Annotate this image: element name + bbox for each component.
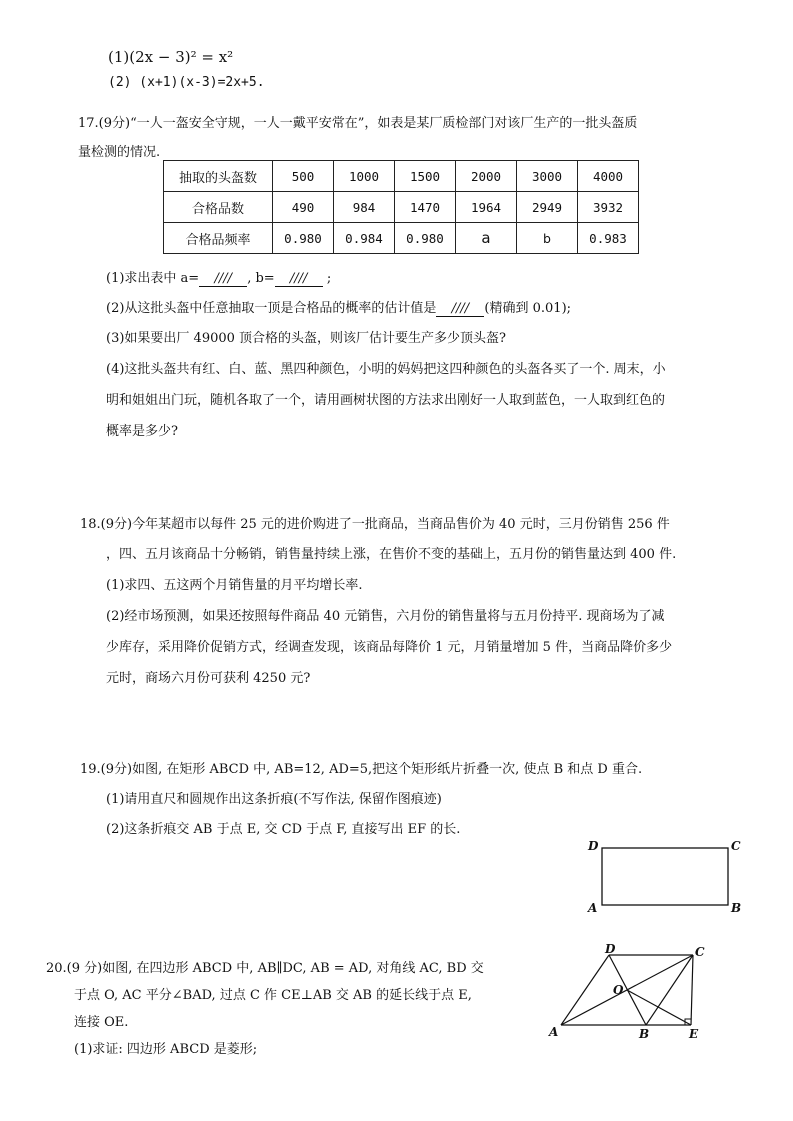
q17-part2-prefix: (2)从这批头盔中任意抽取一顶是合格品的概率的估计值是	[106, 301, 437, 316]
q17-part1	[106, 267, 331, 287]
table-cell: 0.980	[273, 223, 334, 254]
label-b: B	[731, 901, 742, 915]
equation-2: (2) (x+1)(x-3)=2x+5.	[108, 75, 265, 90]
label-o: O	[613, 983, 624, 997]
table-cell: 490	[273, 192, 334, 223]
table-cell: 1470	[395, 192, 456, 223]
q18-part1: (1)求四、五这两个月销售量的月平均增长率.	[106, 578, 363, 593]
label-a: A	[588, 901, 598, 915]
helmet-quality-table	[163, 160, 639, 254]
table-cell: 3932	[578, 192, 639, 223]
segment-cb	[646, 955, 693, 1025]
answer-blank-a[interactable]: ////	[199, 271, 247, 287]
table-cell: 500	[273, 161, 334, 192]
q19-stem: 19.(9分)如图, 在矩形 ABCD 中, AB=12, AD=5,把这个矩形纸片折叠一次, 使点 B 和点 D 重合.	[80, 762, 643, 777]
q19-part2: (2)这条折痕交 AB 于点 E, 交 CD 于点 F, 直接写出 EF 的长.	[106, 822, 461, 837]
table-cell: 2000	[456, 161, 517, 192]
row-header-sampled: 抽取的头盔数	[164, 161, 273, 192]
q19-part1: (1)请用直尺和圆规作出这条折痕(不写作法, 保留作图痕迹)	[106, 792, 442, 807]
q17-part3: (3)如果要出厂 49000 顶合格的头盔，则该厂估计要生产多少顶头盔?	[106, 331, 507, 346]
table-cell: 3000	[517, 161, 578, 192]
label-c: C	[731, 839, 741, 853]
table-cell: 0.980	[395, 223, 456, 254]
q18-part2-line1: (2)经市场预测，如果还按照每件商品 40 元销售，六月份的销售量将与五月份持平. 现商场为了减	[106, 609, 665, 624]
q18-part2-line2: 少库存，采用降价促销方式，经调查发现，该商品每降价 1 元，月销量增加 5 件，当商品降价多少	[106, 640, 673, 655]
q18-part2-line3: 元时，商场六月份可获利 4250 元?	[106, 671, 311, 686]
q20-stem-line3: 连接 OE.	[74, 1015, 129, 1030]
answer-blank-probability[interactable]: ////	[436, 301, 484, 317]
table-cell: 0.983	[578, 223, 639, 254]
equation-1: (1)(2x − 3)² = x²	[108, 48, 234, 66]
table-row	[164, 192, 639, 223]
q17-part1-mid: , b=	[247, 271, 275, 286]
table-row	[164, 161, 639, 192]
table-cell: 2949	[517, 192, 578, 223]
rectangle-abcd	[602, 848, 728, 905]
q17-part4-line3: 概率是多少?	[106, 424, 178, 439]
table-cell: 0.984	[334, 223, 395, 254]
table-cell: 984	[334, 192, 395, 223]
table-cell: 1964	[456, 192, 517, 223]
q18-stem-line2: ，四、五月该商品十分畅销，销售量持续上涨，在售价不变的基础上，五月份的销售量达到 400 件.	[106, 547, 677, 562]
q20-stem-line2: 于点 O, AC 平分∠BAD, 过点 C 作 CE⊥AB 交 AB 的延长线于点 E,	[74, 988, 472, 1003]
label-c: C	[695, 945, 705, 959]
label-d: D	[588, 839, 599, 853]
row-header-qualified: 合格品数	[164, 192, 273, 223]
q17-part2-suffix: (精确到 0.01);	[484, 301, 572, 316]
rhombus-abcd-figure	[545, 944, 715, 1044]
q17-stem-line1: 17.(9分)“一人一盔安全守规，一人一戴平安常在”，如表是某厂质检部门对该厂生产的一批头盔质	[78, 116, 638, 131]
segment-ce	[691, 955, 693, 1025]
table-cell-b: b	[517, 223, 578, 254]
rectangle-abcd-figure	[580, 832, 750, 918]
label-b: B	[639, 1027, 650, 1041]
q20-stem-line1: 20.(9 分)如图, 在四边形 ABCD 中, AB∥DC, AB = AD, 对角线 AC, BD 交	[46, 961, 484, 976]
table-row	[164, 223, 639, 254]
q17-part1-suffix: ;	[322, 271, 332, 286]
answer-blank-b[interactable]: ////	[275, 271, 323, 287]
label-e: E	[689, 1027, 699, 1041]
q20-part1: (1)求证: 四边形 ABCD 是菱形;	[74, 1042, 258, 1057]
table-cell-a: a	[456, 223, 517, 254]
table-cell: 1500	[395, 161, 456, 192]
q17-part1-prefix: (1)求出表中 a=	[106, 271, 200, 286]
segment-ad	[561, 955, 609, 1025]
q18-stem-line1: 18.(9分)今年某超市以每件 25 元的进价购进了一批商品，当商品售价为 40 元时，三月份销售 256 件	[80, 517, 670, 532]
label-a: A	[549, 1025, 559, 1039]
table-cell: 4000	[578, 161, 639, 192]
label-d: D	[605, 944, 616, 956]
q17-part2	[106, 297, 571, 317]
q17-part4-line2: 明和姐姐出门玩，随机各取了一个，请用画树状图的方法求出刚好一人取到蓝色，一人取到红色的	[106, 393, 666, 408]
q17-part4-line1: (4)这批头盔共有红、白、蓝、黑四种颜色，小明的妈妈把这四种颜色的头盔各买了一个. 周末，小	[106, 362, 666, 377]
q17-stem-line2: 量检测的情况.	[78, 145, 161, 160]
table-cell: 1000	[334, 161, 395, 192]
row-header-frequency: 合格品频率	[164, 223, 273, 254]
